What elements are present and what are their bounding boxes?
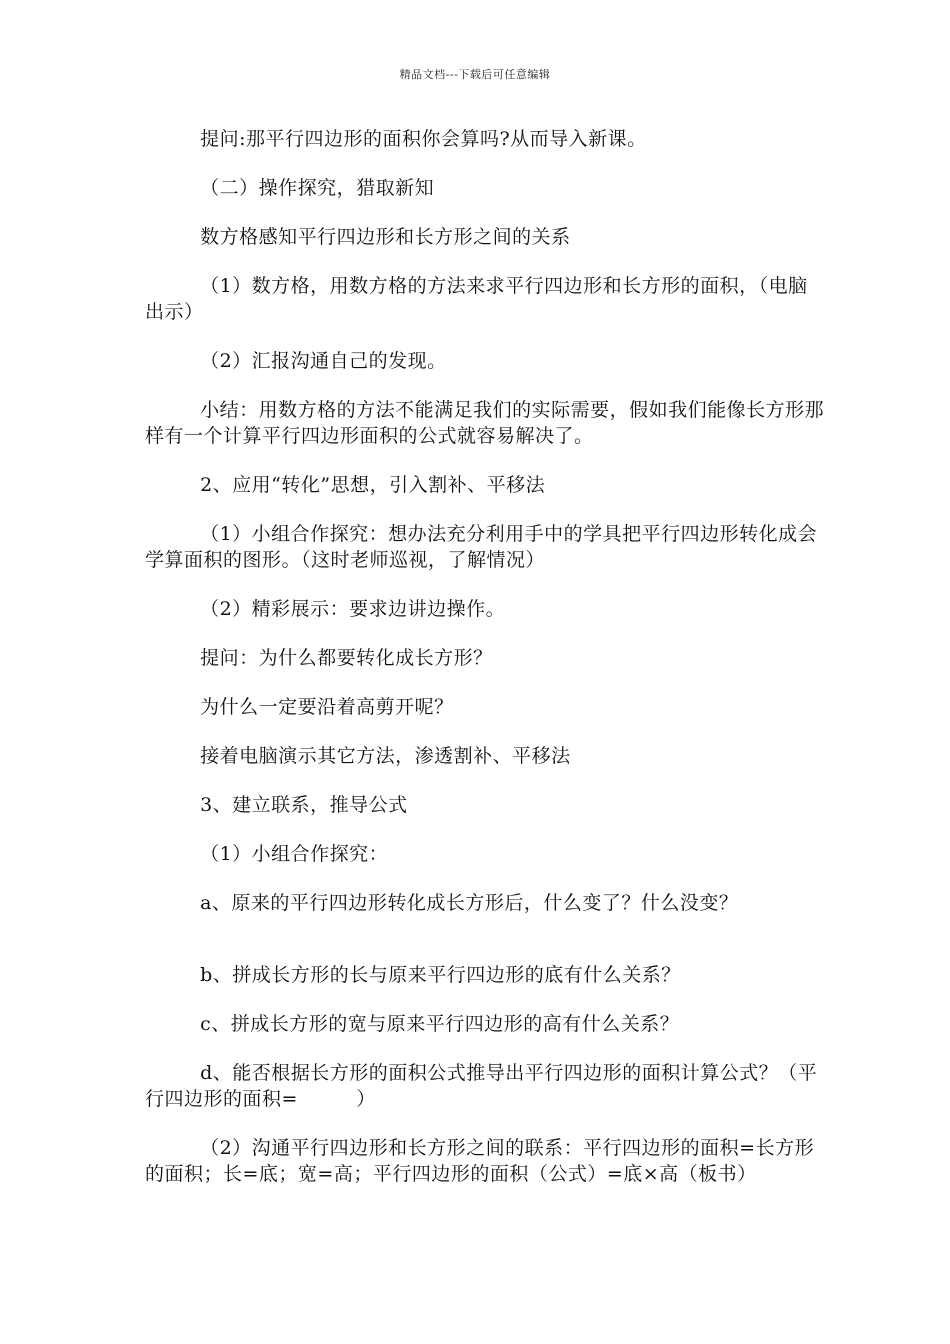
- paragraph: 提问:那平行四边形的面积你会算吗?从而导入新课。: [200, 128, 647, 150]
- paragraph: 提问：为什么都要转化成长方形？: [200, 647, 493, 669]
- question-item: b、拼成长方形的长与原来平行四边形的底有什么关系？: [200, 964, 681, 986]
- question-item: c、拼成长方形的宽与原来平行四边形的高有什么关系？: [200, 1013, 680, 1035]
- section-heading: （二）操作探究，猎取新知: [200, 177, 435, 199]
- question-item: d、能否根据长方形的面积公式推导出平行四边形的面积计算公式？（平行四边形的面积= ）: [145, 1062, 818, 1110]
- paragraph: 3、建立联系，推导公式: [200, 794, 408, 816]
- question-item: a、原来的平行四边形转化成长方形后，什么变了？什么没变？: [200, 892, 739, 914]
- paragraph: （2）沟通平行四边形和长方形之间的联系：平行四边形的面积=长方形的面积；长=底；宽=高；平行四边形的面积（公式）=底×高（板书）: [145, 1137, 815, 1185]
- paragraph: 小结：用数方格的方法不能满足我们的实际需要，假如我们能像长方形那样有一个计算平行四边形面积的公式就容易解决了。: [145, 399, 825, 447]
- paragraph: 2、应用“转化”思想，引入割补、平移法: [200, 474, 546, 496]
- paragraph: （2）汇报沟通自己的发现。: [200, 350, 447, 372]
- paragraph: （1）数方格，用数方格的方法来求平行四边形和长方形的面积，（电脑出示）: [145, 275, 808, 323]
- page-header: 精品文档---下载后可任意编辑: [399, 68, 551, 81]
- paragraph: 数方格感知平行四边形和长方形之间的关系: [200, 226, 571, 248]
- paragraph: （2）精彩展示：要求边讲边操作。: [200, 598, 506, 620]
- paragraph: （1）小组合作探究：: [200, 843, 389, 865]
- paragraph: （1）小组合作探究：想办法充分利用手中的学具把平行四边形转化成会学算面积的图形。（这时老师巡视，了解情况）: [145, 523, 818, 571]
- document-body: [145, 126, 825, 1210]
- paragraph: 为什么一定要沿着高剪开呢？: [200, 696, 454, 718]
- paragraph: 接着电脑演示其它方法，渗透割补、平移法: [200, 745, 571, 767]
